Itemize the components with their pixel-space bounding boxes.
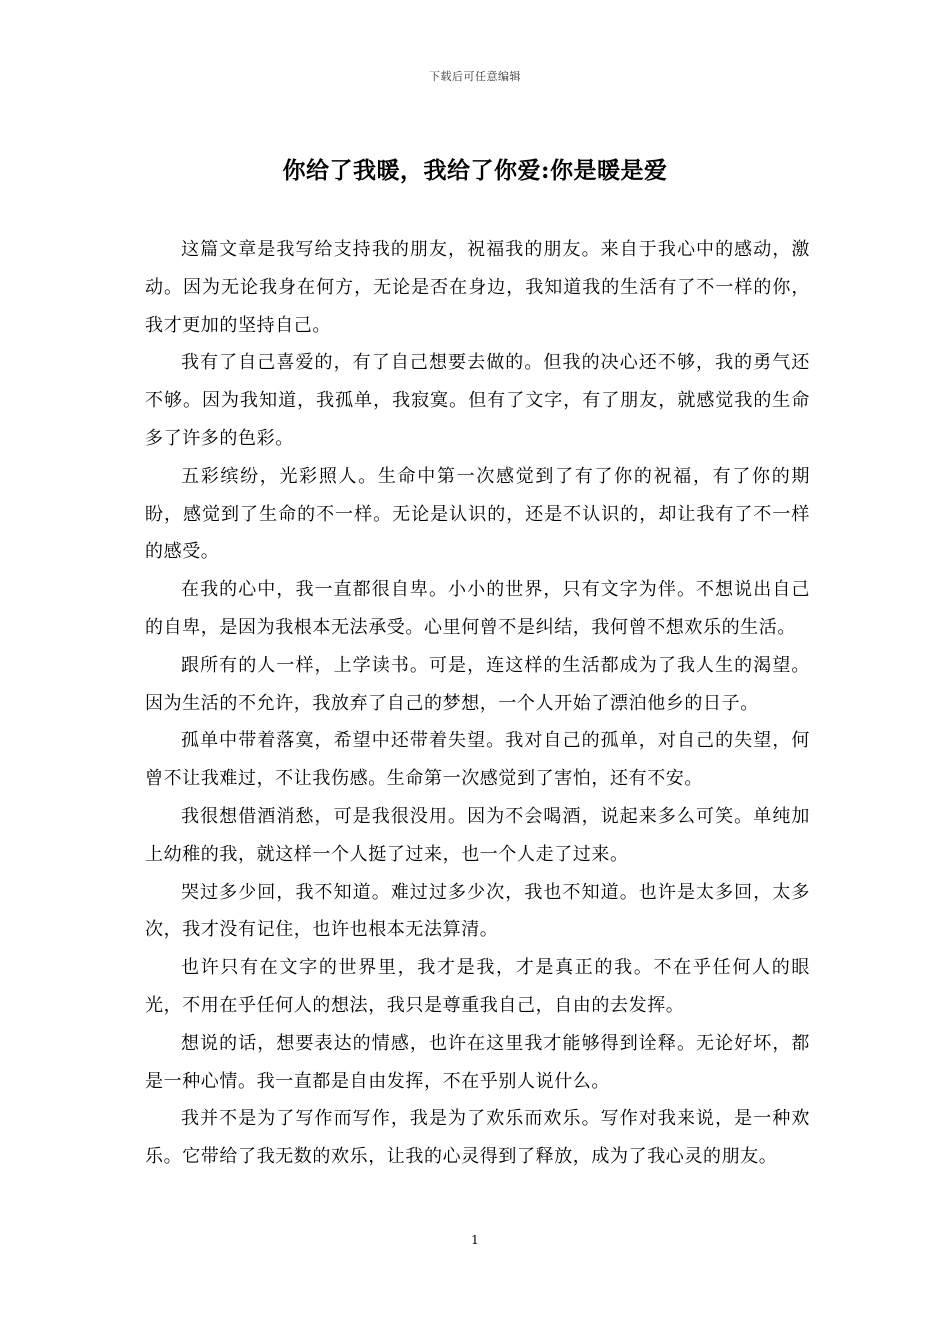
header-note: 下载后可任意编辑 — [429, 70, 521, 83]
page-number: 1 — [471, 1233, 479, 1247]
paragraph: 这篇文章是我写给支持我的朋友，祝福我的朋友。来自于我心中的感动，激动。因为无论我身在何方，无论是否在身边，我知道我的生活有了不一样的你，我才更加的坚持自己。 — [145, 239, 810, 336]
paragraph: 想说的话，想要表达的情感，也许在这里我才能够得到诠释。无论好坏，都是一种心情。我一直都是自由发挥，不在乎别人说什么。 — [145, 1032, 810, 1092]
paragraph: 五彩缤纷，光彩照人。生命中第一次感觉到了有了你的祝福，有了你的期盼，感觉到了生命的不一样。无论是认识的，还是不认识的，却让我有了不一样的感受。 — [145, 465, 810, 563]
paragraph: 我有了自己喜爱的，有了自己想要去做的。但我的决心还不够，我的勇气还不够。因为我知道，我孤单，我寂寞。但有了文字，有了朋友，就感觉我的生命多了许多的色彩。 — [145, 352, 810, 449]
paragraph: 也许只有在文字的世界里，我才是我，才是真正的我。不在乎任何人的眼光，不用在乎任何人的想法，我只是尊重我自己，自由的去发挥。 — [145, 957, 810, 1016]
paragraph: 哭过多少回，我不知道。难过过多少次，我也不知道。也许是太多回，太多次，我才没有记住，也许也根本无法算清。 — [145, 881, 810, 941]
paragraph: 我很想借酒消愁，可是我很没用。因为不会喝酒，说起来多么可笑。单纯加上幼稚的我，就这样一个人挺了过来，也一个人走了过来。 — [145, 805, 810, 865]
document-body — [145, 231, 810, 1176]
paragraph: 跟所有的人一样，上学读书。可是，连这样的生活都成为了我人生的渴望。因为生活的不允许，我放弃了自己的梦想，一个人开始了漂泊他乡的日子。 — [145, 654, 810, 714]
paragraph: 在我的心中，我一直都很自卑。小小的世界，只有文字为伴。不想说出自己的自卑，是因为我根本无法承受。心里何曾不是纠结，我何曾不想欢乐的生活。 — [145, 579, 810, 638]
document-title: 你给了我暖，我给了你爱:你是暖是爱 — [282, 157, 668, 184]
paragraph: 我并不是为了写作而写作，我是为了欢乐而欢乐。写作对我来说，是一种欢乐。它带给了我无数的欢乐，让我的心灵得到了释放，成为了我心灵的朋友。 — [145, 1108, 810, 1168]
paragraph: 孤单中带着落寞，希望中还带着失望。我对自己的孤单，对自己的失望，何曾不让我难过，不让我伤感。生命第一次感觉到了害怕，还有不安。 — [145, 730, 810, 790]
